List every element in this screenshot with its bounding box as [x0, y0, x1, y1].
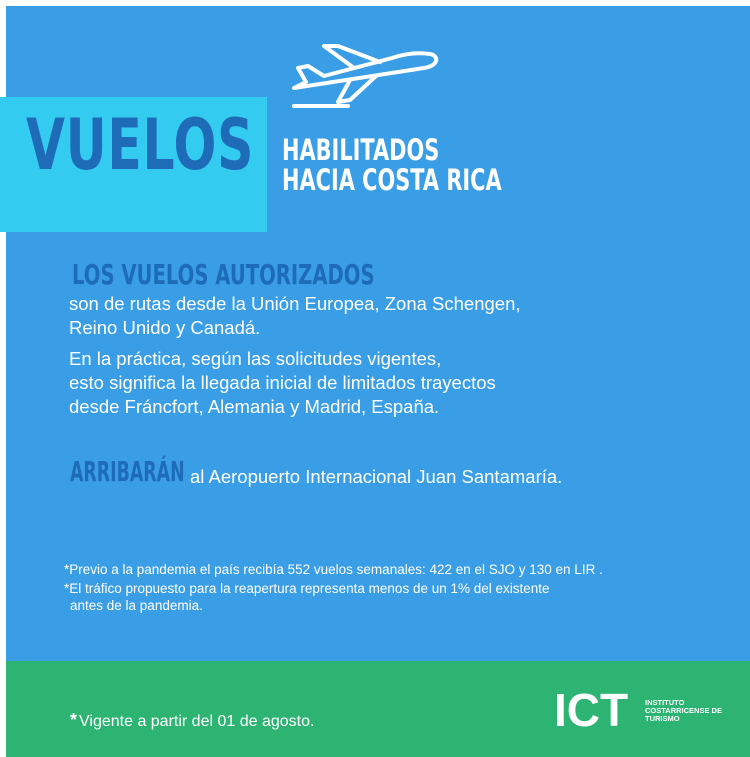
text-line: son de rutas desde la Unión Europea, Zona Schengen,	[69, 293, 521, 314]
text-line: En la práctica, según las solicitudes vigentes,	[69, 348, 442, 369]
text-line: *El tráfico propuesto para la reapertura representa menos de un 1% del existente	[64, 581, 550, 596]
routes-paragraph	[69, 292, 521, 340]
text-line: desde Fráncfort, Alemania y Madrid, España.	[69, 396, 440, 417]
page-subtitle	[282, 135, 502, 196]
validity-note	[70, 710, 314, 731]
practice-paragraph	[69, 347, 496, 419]
logo-line: TURISMO	[645, 714, 680, 723]
subtitle-line: HACIA COSTA RICA	[282, 163, 502, 198]
text-line: Reino Unido y Canadá.	[69, 317, 261, 338]
ict-logo-letters: ICT	[554, 684, 629, 732]
logo-line: COSTARRICENSE DE	[645, 706, 722, 715]
authorized-flights-heading: LOS VUELOS AUTORIZADOS	[72, 258, 375, 291]
page-title: VUELOS	[26, 104, 255, 186]
text-line: antes de la pandemia.	[70, 598, 203, 613]
footnote-traffic	[64, 580, 744, 614]
asterisk: *	[70, 710, 78, 730]
footnote-pandemic-flights: *Previo a la pandemia el país recibía 552 vuelos semanales: 422 en el SJO y 130 en LIR .	[64, 562, 603, 577]
airplane-icon	[284, 42, 444, 114]
subtitle-line: HABILITADOS	[282, 133, 440, 167]
airport-text: al Aeropuerto Internacional Juan Santamaría.	[190, 466, 563, 487]
validity-text: Vigente a partir del 01 de agosto.	[79, 713, 315, 730]
ict-logo-text	[645, 699, 722, 723]
arrival-heading: ARRIBARÁN	[70, 455, 185, 488]
logo-line: INSTITUTO	[645, 698, 685, 707]
text-line: esto significa la llegada inicial de limitados trayectos	[69, 372, 496, 393]
